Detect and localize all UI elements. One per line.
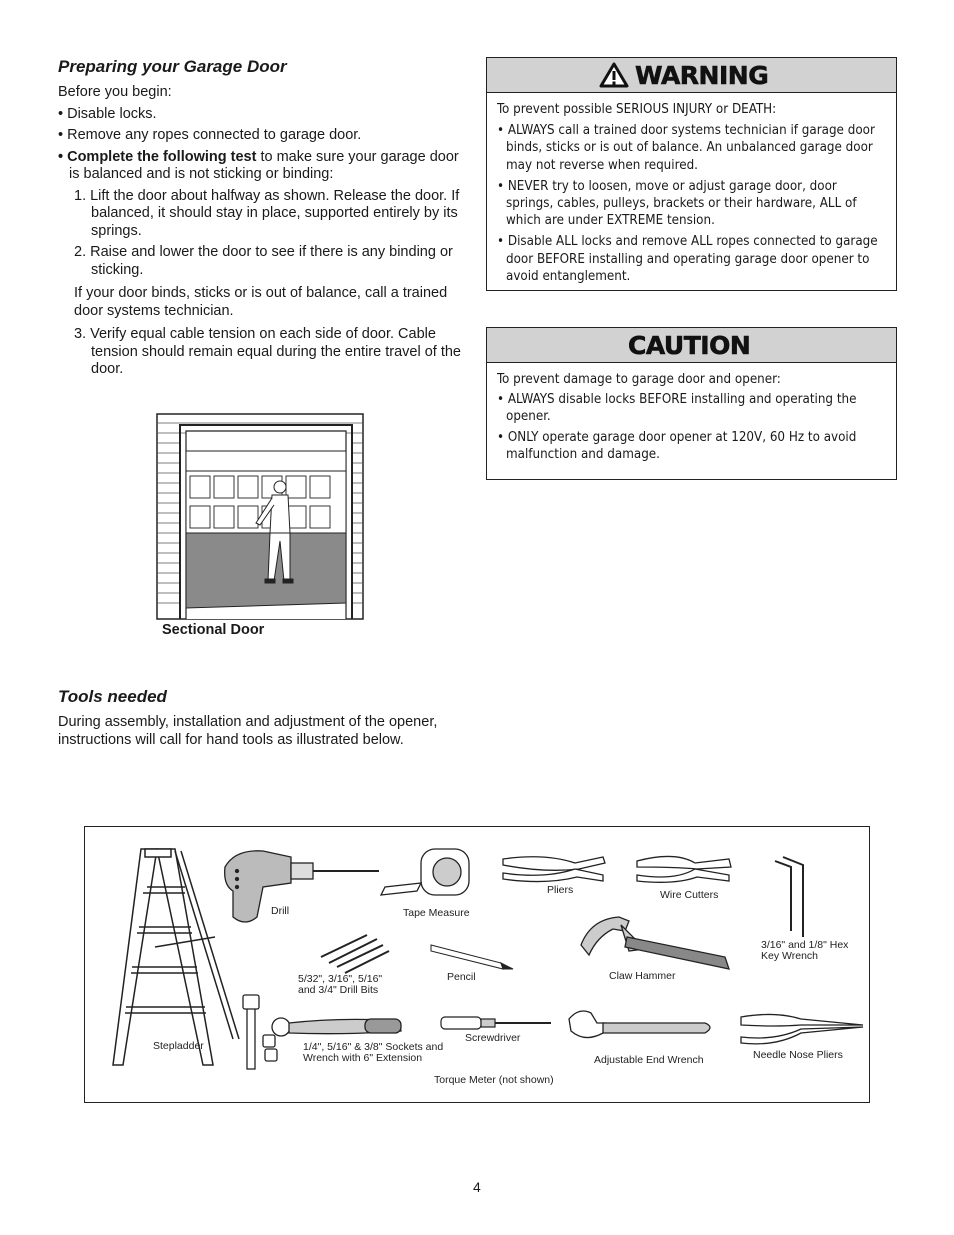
- bullet-disable-locks: • Disable locks.: [58, 105, 157, 122]
- tools-illustration: [84, 826, 870, 1103]
- claw-hammer-icon: [581, 917, 729, 969]
- step-1: 1. Lift the door about halfway as shown. Release the door. If balanced, it should stay in place, supported entirely by its springs.: [74, 187, 460, 239]
- label-pliers: Pliers: [547, 884, 574, 896]
- tools-heading: Tools needed: [58, 687, 167, 706]
- preparing-section: [58, 57, 463, 379]
- bullet-rest: to make sure your garage door is balanced and is not sticking or binding:: [69, 148, 459, 182]
- bullet-remove-ropes: • Remove any ropes connected to garage door.: [58, 127, 362, 143]
- page-number: 4: [473, 1179, 481, 1195]
- label-stepladder: Stepladder: [153, 1040, 204, 1052]
- balance-note: If your door binds, sticks or is out of balance, call a trained door systems technician.: [74, 285, 448, 319]
- drill-bits-icon: [321, 935, 389, 973]
- tape-measure-icon: [381, 849, 469, 895]
- tools-intro: During assembly, installation and adjustment of the opener, instructions will call for hand tools as illustrated below.: [58, 714, 438, 748]
- warning-title: WARNING: [635, 60, 769, 90]
- figure-caption: Sectional Door: [162, 622, 265, 638]
- label-screwdriver: Screwdriver: [465, 1032, 521, 1044]
- before-text: Before you begin:: [58, 84, 172, 100]
- caution-bullet-1: • ALWAYS disable locks BEFORE installing and operating the opener.: [497, 392, 857, 425]
- caution-header: [487, 328, 896, 363]
- drill-icon: [225, 851, 379, 922]
- label-claw-hammer: Claw Hammer: [609, 970, 676, 982]
- adjustable-wrench-icon: [569, 1011, 710, 1038]
- label-hex-key: 3/16" and 1/8" Hex Key Wrench: [761, 939, 849, 962]
- warning-bullet-2: • NEVER try to loosen, move or adjust garage door, door springs, cables, pulleys, brackets or their hardware, ALL of which are under EXTREME tension.: [497, 178, 857, 229]
- label-drill: Drill: [271, 905, 290, 917]
- label-adjustable-wrench: Adjustable End Wrench: [594, 1054, 704, 1066]
- caution-bullet-2: • ONLY operate garage door opener at 120V, 60 Hz to avoid malfunction and damage.: [497, 429, 857, 462]
- stepladder-icon: [113, 849, 239, 1065]
- warning-bullet-3: • Disable ALL locks and remove ALL ropes connected to garage door BEFORE installing and operating garage door opener to avoid entanglement.: [497, 234, 878, 284]
- caution-title: CAUTION: [628, 330, 751, 360]
- warning-body: [487, 93, 896, 285]
- label-needle-nose-pliers: Needle Nose Pliers: [753, 1049, 843, 1061]
- caution-intro: To prevent damage to garage door and opener:: [497, 372, 781, 387]
- warning-triangle-icon: [599, 62, 629, 88]
- caution-box: [486, 327, 897, 480]
- garage-door-illustration: [156, 413, 364, 620]
- warning-header: [487, 58, 896, 93]
- warning-box: [486, 57, 897, 291]
- screwdriver-icon: [441, 1017, 551, 1029]
- section-heading: Preparing your Garage Door: [58, 57, 287, 76]
- label-sockets: 1/4", 5/16" & 3/8" Sockets and Wrench with 6" Extension: [303, 1041, 444, 1064]
- tools-drawing: [85, 827, 869, 1102]
- bullet-complete-test: [58, 149, 463, 184]
- bullet-bold-lead: • Complete the following test: [58, 148, 257, 165]
- hex-key-icon: [775, 857, 803, 937]
- label-tape-measure: Tape Measure: [403, 907, 470, 919]
- warning-bullet-1: • ALWAYS call a trained door systems technician if garage door binds, sticks or is out of balance. An unbalanced garage door may not reverse when required.: [497, 123, 875, 173]
- step-3: 3. Verify equal cable tension on each side of door. Cable tension should remain equal during the entire travel of the door.: [74, 326, 461, 377]
- pencil-icon: [431, 945, 513, 969]
- label-pencil: Pencil: [447, 971, 476, 983]
- step-2: 2. Raise and lower the door to see if there is any binding or sticking.: [74, 244, 453, 278]
- label-wire-cutters: Wire Cutters: [660, 889, 719, 901]
- pliers-icon: [503, 857, 605, 882]
- caution-body: [487, 363, 896, 463]
- label-torque-meter: Torque Meter (not shown): [434, 1074, 554, 1086]
- tools-section: [58, 687, 463, 749]
- warning-intro: To prevent possible SERIOUS INJURY or DEATH:: [497, 102, 777, 117]
- needle-nose-pliers-icon: [741, 1014, 863, 1043]
- label-drill-bits: 5/32", 3/16", 5/16" and 3/4" Drill Bits: [298, 973, 383, 996]
- wire-cutters-icon: [637, 856, 731, 882]
